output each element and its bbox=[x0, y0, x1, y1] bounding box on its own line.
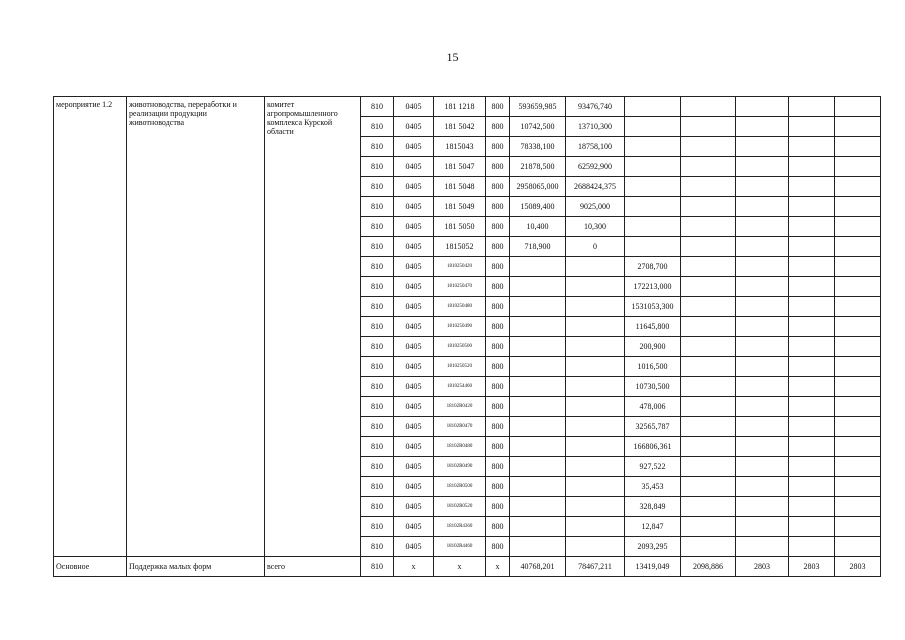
amount-cell-5 bbox=[736, 197, 789, 217]
amount-cell-6 bbox=[789, 137, 835, 157]
amount-cell-4 bbox=[681, 117, 736, 137]
amount-cell-7 bbox=[835, 457, 881, 477]
table-body bbox=[54, 97, 881, 577]
amount-cell-5 bbox=[736, 357, 789, 377]
amount-cell-2 bbox=[566, 377, 625, 397]
amount-cell-4 bbox=[681, 437, 736, 457]
expense-type-cell: 800 bbox=[486, 497, 510, 517]
section-cell: 0405 bbox=[394, 517, 434, 537]
amount-cell-2: 62592,900 bbox=[566, 157, 625, 177]
target-article-cell: 18102R0470 bbox=[434, 417, 486, 437]
expense-type-cell: 800 bbox=[486, 97, 510, 117]
page-number: 15 bbox=[446, 50, 459, 64]
expense-type-cell: 800 bbox=[486, 537, 510, 557]
expense-type-cell: 800 bbox=[486, 337, 510, 357]
amount-cell-5 bbox=[736, 297, 789, 317]
section-cell: 0405 bbox=[394, 437, 434, 457]
amount-cell-6 bbox=[789, 277, 835, 297]
amount-cell-7 bbox=[835, 137, 881, 157]
amount-cell-7 bbox=[835, 297, 881, 317]
amount-cell-1: 2958065,000 bbox=[510, 177, 566, 197]
amount-cell-1 bbox=[510, 417, 566, 437]
expense-type-cell: 800 bbox=[486, 257, 510, 277]
total-v3-cell: 13419,049 bbox=[625, 557, 681, 577]
total-v2-cell: 78467,211 bbox=[566, 557, 625, 577]
amount-cell-2 bbox=[566, 297, 625, 317]
expense-type-cell: 800 bbox=[486, 217, 510, 237]
amount-cell-6 bbox=[789, 337, 835, 357]
target-article-cell: 181 1218 bbox=[434, 97, 486, 117]
section-cell: 0405 bbox=[394, 337, 434, 357]
amount-cell-2: 2688424,375 bbox=[566, 177, 625, 197]
amount-cell-2 bbox=[566, 477, 625, 497]
amount-cell-3: 2708,700 bbox=[625, 257, 681, 277]
amount-cell-4 bbox=[681, 257, 736, 277]
amount-cell-4 bbox=[681, 217, 736, 237]
amount-cell-1 bbox=[510, 317, 566, 337]
amount-cell-7 bbox=[835, 277, 881, 297]
target-article-cell: 181 5049 bbox=[434, 197, 486, 217]
amount-cell-4 bbox=[681, 97, 736, 117]
amount-cell-5 bbox=[736, 237, 789, 257]
section-cell: 0405 bbox=[394, 477, 434, 497]
total-v4-cell: 2098,886 bbox=[681, 557, 736, 577]
section-cell: 0405 bbox=[394, 117, 434, 137]
amount-cell-3 bbox=[625, 97, 681, 117]
amount-cell-3: 32565,787 bbox=[625, 417, 681, 437]
amount-cell-6 bbox=[789, 357, 835, 377]
grbs-cell: 810 bbox=[361, 277, 394, 297]
grbs-cell: 810 bbox=[361, 477, 394, 497]
amount-cell-1 bbox=[510, 457, 566, 477]
expense-type-cell: 800 bbox=[486, 437, 510, 457]
amount-cell-1 bbox=[510, 517, 566, 537]
amount-cell-3: 172213,000 bbox=[625, 277, 681, 297]
section-cell: 0405 bbox=[394, 357, 434, 377]
amount-cell-4 bbox=[681, 197, 736, 217]
amount-cell-4 bbox=[681, 517, 736, 537]
total-v6-cell: 2803 bbox=[789, 557, 835, 577]
target-article-cell: 181 5047 bbox=[434, 157, 486, 177]
expense-type-cell: 800 bbox=[486, 417, 510, 437]
amount-cell-4 bbox=[681, 237, 736, 257]
amount-cell-2: 0 bbox=[566, 237, 625, 257]
amount-cell-3 bbox=[625, 177, 681, 197]
grbs-cell: 810 bbox=[361, 437, 394, 457]
amount-cell-1: 78338,100 bbox=[510, 137, 566, 157]
amount-cell-3 bbox=[625, 117, 681, 137]
amount-cell-7 bbox=[835, 537, 881, 557]
amount-cell-5 bbox=[736, 277, 789, 297]
grbs-cell: 810 bbox=[361, 457, 394, 477]
amount-cell-1 bbox=[510, 337, 566, 357]
grbs-cell: 810 bbox=[361, 117, 394, 137]
amount-cell-2 bbox=[566, 397, 625, 417]
amount-cell-6 bbox=[789, 417, 835, 437]
amount-cell-5 bbox=[736, 377, 789, 397]
amount-cell-4 bbox=[681, 297, 736, 317]
expense-type-cell: 800 bbox=[486, 197, 510, 217]
amount-cell-5 bbox=[736, 517, 789, 537]
amount-cell-6 bbox=[789, 377, 835, 397]
amount-cell-1 bbox=[510, 497, 566, 517]
table-row-total bbox=[54, 557, 881, 577]
amount-cell-1: 15089,400 bbox=[510, 197, 566, 217]
amount-cell-6 bbox=[789, 537, 835, 557]
section-cell: 0405 bbox=[394, 97, 434, 117]
grbs-cell: 810 bbox=[361, 197, 394, 217]
target-article-cell: 18102R0500 bbox=[434, 477, 486, 497]
expense-type-cell: 800 bbox=[486, 317, 510, 337]
target-article-cell: 1810250420 bbox=[434, 257, 486, 277]
target-article-cell: 181 5050 bbox=[434, 217, 486, 237]
total-rz-cell: х bbox=[394, 557, 434, 577]
amount-cell-6 bbox=[789, 217, 835, 237]
amount-cell-3: 10730,500 bbox=[625, 377, 681, 397]
total-executor-cell: всего bbox=[265, 557, 361, 577]
amount-cell-3: 927,522 bbox=[625, 457, 681, 477]
amount-cell-7 bbox=[835, 357, 881, 377]
amount-cell-3: 328,849 bbox=[625, 497, 681, 517]
amount-cell-5 bbox=[736, 417, 789, 437]
amount-cell-6 bbox=[789, 157, 835, 177]
amount-cell-2: 18758,100 bbox=[566, 137, 625, 157]
target-article-cell: 18102R0480 bbox=[434, 437, 486, 457]
target-article-cell: 18102R0490 bbox=[434, 457, 486, 477]
amount-cell-5 bbox=[736, 497, 789, 517]
grbs-cell: 810 bbox=[361, 417, 394, 437]
amount-cell-1 bbox=[510, 277, 566, 297]
amount-cell-3: 166806,361 bbox=[625, 437, 681, 457]
amount-cell-4 bbox=[681, 317, 736, 337]
grbs-cell: 810 bbox=[361, 517, 394, 537]
target-article-cell: 1815052 bbox=[434, 237, 486, 257]
amount-cell-5 bbox=[736, 477, 789, 497]
amount-cell-5 bbox=[736, 217, 789, 237]
amount-cell-5 bbox=[736, 457, 789, 477]
amount-cell-2: 93476,740 bbox=[566, 97, 625, 117]
amount-cell-4 bbox=[681, 497, 736, 517]
amount-cell-1: 21878,500 bbox=[510, 157, 566, 177]
expense-type-cell: 800 bbox=[486, 117, 510, 137]
section-cell: 0405 bbox=[394, 457, 434, 477]
amount-cell-5 bbox=[736, 97, 789, 117]
expense-type-cell: 800 bbox=[486, 277, 510, 297]
amount-cell-5 bbox=[736, 137, 789, 157]
amount-cell-7 bbox=[835, 177, 881, 197]
amount-cell-4 bbox=[681, 397, 736, 417]
grbs-cell: 810 bbox=[361, 177, 394, 197]
amount-cell-6 bbox=[789, 317, 835, 337]
amount-cell-1 bbox=[510, 257, 566, 277]
grbs-cell: 810 bbox=[361, 337, 394, 357]
amount-cell-4 bbox=[681, 377, 736, 397]
amount-cell-1 bbox=[510, 297, 566, 317]
target-article-cell: 1810254460 bbox=[434, 377, 486, 397]
table-row bbox=[54, 97, 881, 117]
amount-cell-5 bbox=[736, 157, 789, 177]
total-grbs-cell: 810 bbox=[361, 557, 394, 577]
target-article-cell: 1810250520 bbox=[434, 357, 486, 377]
amount-cell-3: 35,453 bbox=[625, 477, 681, 497]
amount-cell-6 bbox=[789, 497, 835, 517]
expense-type-cell: 800 bbox=[486, 457, 510, 477]
amount-cell-3: 12,847 bbox=[625, 517, 681, 537]
grbs-cell: 810 bbox=[361, 497, 394, 517]
amount-cell-7 bbox=[835, 157, 881, 177]
amount-cell-6 bbox=[789, 517, 835, 537]
amount-cell-3: 200,900 bbox=[625, 337, 681, 357]
amount-cell-6 bbox=[789, 397, 835, 417]
grbs-cell: 810 bbox=[361, 537, 394, 557]
grbs-cell: 810 bbox=[361, 357, 394, 377]
amount-cell-2 bbox=[566, 277, 625, 297]
amount-cell-7 bbox=[835, 317, 881, 337]
amount-cell-4 bbox=[681, 157, 736, 177]
amount-cell-6 bbox=[789, 437, 835, 457]
target-article-cell: 1810250480 bbox=[434, 297, 486, 317]
measure-name-cell: мероприятие 1.2 bbox=[54, 97, 127, 557]
amount-cell-2 bbox=[566, 497, 625, 517]
grbs-cell: 810 bbox=[361, 97, 394, 117]
amount-cell-5 bbox=[736, 117, 789, 137]
amount-cell-3: 2093,295 bbox=[625, 537, 681, 557]
amount-cell-4 bbox=[681, 417, 736, 437]
section-cell: 0405 bbox=[394, 237, 434, 257]
amount-cell-3: 478,006 bbox=[625, 397, 681, 417]
expense-type-cell: 800 bbox=[486, 157, 510, 177]
grbs-cell: 810 bbox=[361, 317, 394, 337]
target-article-cell: 18102R4360 bbox=[434, 517, 486, 537]
total-v1-cell: 40768,201 bbox=[510, 557, 566, 577]
total-description-cell: Поддержка малых форм bbox=[127, 557, 265, 577]
target-article-cell: 18102R0420 bbox=[434, 397, 486, 417]
amount-cell-7 bbox=[835, 97, 881, 117]
expense-type-cell: 800 bbox=[486, 177, 510, 197]
section-cell: 0405 bbox=[394, 377, 434, 397]
target-article-cell: 18102R4460 bbox=[434, 537, 486, 557]
amount-cell-5 bbox=[736, 257, 789, 277]
amount-cell-5 bbox=[736, 177, 789, 197]
amount-cell-2 bbox=[566, 357, 625, 377]
amount-cell-7 bbox=[835, 477, 881, 497]
amount-cell-3 bbox=[625, 197, 681, 217]
section-cell: 0405 bbox=[394, 157, 434, 177]
total-v7-cell: 2803 bbox=[835, 557, 881, 577]
amount-cell-7 bbox=[835, 197, 881, 217]
amount-cell-5 bbox=[736, 537, 789, 557]
amount-cell-4 bbox=[681, 137, 736, 157]
amount-cell-1 bbox=[510, 377, 566, 397]
target-article-cell: 1810250500 bbox=[434, 337, 486, 357]
amount-cell-1: 593659,985 bbox=[510, 97, 566, 117]
section-cell: 0405 bbox=[394, 497, 434, 517]
target-article-cell: 18102R0520 bbox=[434, 497, 486, 517]
grbs-cell: 810 bbox=[361, 137, 394, 157]
amount-cell-5 bbox=[736, 317, 789, 337]
amount-cell-6 bbox=[789, 457, 835, 477]
expense-type-cell: 800 bbox=[486, 297, 510, 317]
section-cell: 0405 bbox=[394, 537, 434, 557]
amount-cell-4 bbox=[681, 337, 736, 357]
amount-cell-6 bbox=[789, 197, 835, 217]
amount-cell-7 bbox=[835, 237, 881, 257]
amount-cell-6 bbox=[789, 177, 835, 197]
grbs-cell: 810 bbox=[361, 397, 394, 417]
grbs-cell: 810 bbox=[361, 377, 394, 397]
target-article-cell: 1815043 bbox=[434, 137, 486, 157]
amount-cell-3: 1016,500 bbox=[625, 357, 681, 377]
amount-cell-1 bbox=[510, 477, 566, 497]
amount-cell-4 bbox=[681, 277, 736, 297]
target-article-cell: 1810250470 bbox=[434, 277, 486, 297]
amount-cell-6 bbox=[789, 117, 835, 137]
section-cell: 0405 bbox=[394, 277, 434, 297]
expense-type-cell: 800 bbox=[486, 137, 510, 157]
amount-cell-2 bbox=[566, 317, 625, 337]
grbs-cell: 810 bbox=[361, 157, 394, 177]
amount-cell-7 bbox=[835, 397, 881, 417]
amount-cell-2: 10,300 bbox=[566, 217, 625, 237]
amount-cell-6 bbox=[789, 297, 835, 317]
amount-cell-1 bbox=[510, 537, 566, 557]
section-cell: 0405 bbox=[394, 137, 434, 157]
amount-cell-4 bbox=[681, 177, 736, 197]
amount-cell-1: 10,400 bbox=[510, 217, 566, 237]
amount-cell-7 bbox=[835, 417, 881, 437]
amount-cell-2 bbox=[566, 517, 625, 537]
expense-type-cell: 800 bbox=[486, 357, 510, 377]
amount-cell-1: 10742,500 bbox=[510, 117, 566, 137]
total-vr-cell: х bbox=[486, 557, 510, 577]
amount-cell-2 bbox=[566, 337, 625, 357]
expense-type-cell: 800 bbox=[486, 517, 510, 537]
target-article-cell: 181 5042 bbox=[434, 117, 486, 137]
amount-cell-6 bbox=[789, 97, 835, 117]
executor-cell: комитет агропромышленного комплекса Курской области bbox=[265, 97, 361, 557]
target-article-cell: 181 5048 bbox=[434, 177, 486, 197]
section-cell: 0405 bbox=[394, 397, 434, 417]
amount-cell-3 bbox=[625, 217, 681, 237]
amount-cell-5 bbox=[736, 437, 789, 457]
amount-cell-7 bbox=[835, 257, 881, 277]
amount-cell-7 bbox=[835, 517, 881, 537]
amount-cell-7 bbox=[835, 497, 881, 517]
amount-cell-3 bbox=[625, 157, 681, 177]
total-name-cell: Основное bbox=[54, 557, 127, 577]
grbs-cell: 810 bbox=[361, 297, 394, 317]
amount-cell-7 bbox=[835, 117, 881, 137]
amount-cell-3: 1531053,300 bbox=[625, 297, 681, 317]
amount-cell-2 bbox=[566, 537, 625, 557]
expense-type-cell: 800 bbox=[486, 397, 510, 417]
target-article-cell: 1810250490 bbox=[434, 317, 486, 337]
amount-cell-2 bbox=[566, 257, 625, 277]
amount-cell-7 bbox=[835, 337, 881, 357]
amount-cell-1: 718,900 bbox=[510, 237, 566, 257]
amount-cell-5 bbox=[736, 397, 789, 417]
section-cell: 0405 bbox=[394, 197, 434, 217]
amount-cell-7 bbox=[835, 217, 881, 237]
amount-cell-6 bbox=[789, 257, 835, 277]
expense-type-cell: 800 bbox=[486, 477, 510, 497]
amount-cell-6 bbox=[789, 477, 835, 497]
amount-cell-4 bbox=[681, 477, 736, 497]
amount-cell-2: 13710,300 bbox=[566, 117, 625, 137]
amount-cell-1 bbox=[510, 357, 566, 377]
total-v5-cell: 2803 bbox=[736, 557, 789, 577]
grbs-cell: 810 bbox=[361, 257, 394, 277]
amount-cell-1 bbox=[510, 437, 566, 457]
amount-cell-7 bbox=[835, 437, 881, 457]
section-cell: 0405 bbox=[394, 217, 434, 237]
expense-type-cell: 800 bbox=[486, 237, 510, 257]
amount-cell-7 bbox=[835, 377, 881, 397]
grbs-cell: 810 bbox=[361, 217, 394, 237]
budget-table bbox=[53, 96, 881, 577]
amount-cell-4 bbox=[681, 537, 736, 557]
amount-cell-3: 11645,800 bbox=[625, 317, 681, 337]
amount-cell-5 bbox=[736, 337, 789, 357]
amount-cell-2: 9025,000 bbox=[566, 197, 625, 217]
section-cell: 0405 bbox=[394, 257, 434, 277]
amount-cell-3 bbox=[625, 237, 681, 257]
section-cell: 0405 bbox=[394, 317, 434, 337]
amount-cell-1 bbox=[510, 397, 566, 417]
section-cell: 0405 bbox=[394, 297, 434, 317]
amount-cell-2 bbox=[566, 417, 625, 437]
total-csr-cell: х bbox=[434, 557, 486, 577]
expense-type-cell: 800 bbox=[486, 377, 510, 397]
amount-cell-6 bbox=[789, 237, 835, 257]
amount-cell-3 bbox=[625, 137, 681, 157]
section-cell: 0405 bbox=[394, 417, 434, 437]
section-cell: 0405 bbox=[394, 177, 434, 197]
grbs-cell: 810 bbox=[361, 237, 394, 257]
amount-cell-4 bbox=[681, 457, 736, 477]
amount-cell-2 bbox=[566, 457, 625, 477]
amount-cell-2 bbox=[566, 437, 625, 457]
amount-cell-4 bbox=[681, 357, 736, 377]
measure-description-cell: животноводства, переработки и реализации продукции животноводства bbox=[127, 97, 265, 557]
